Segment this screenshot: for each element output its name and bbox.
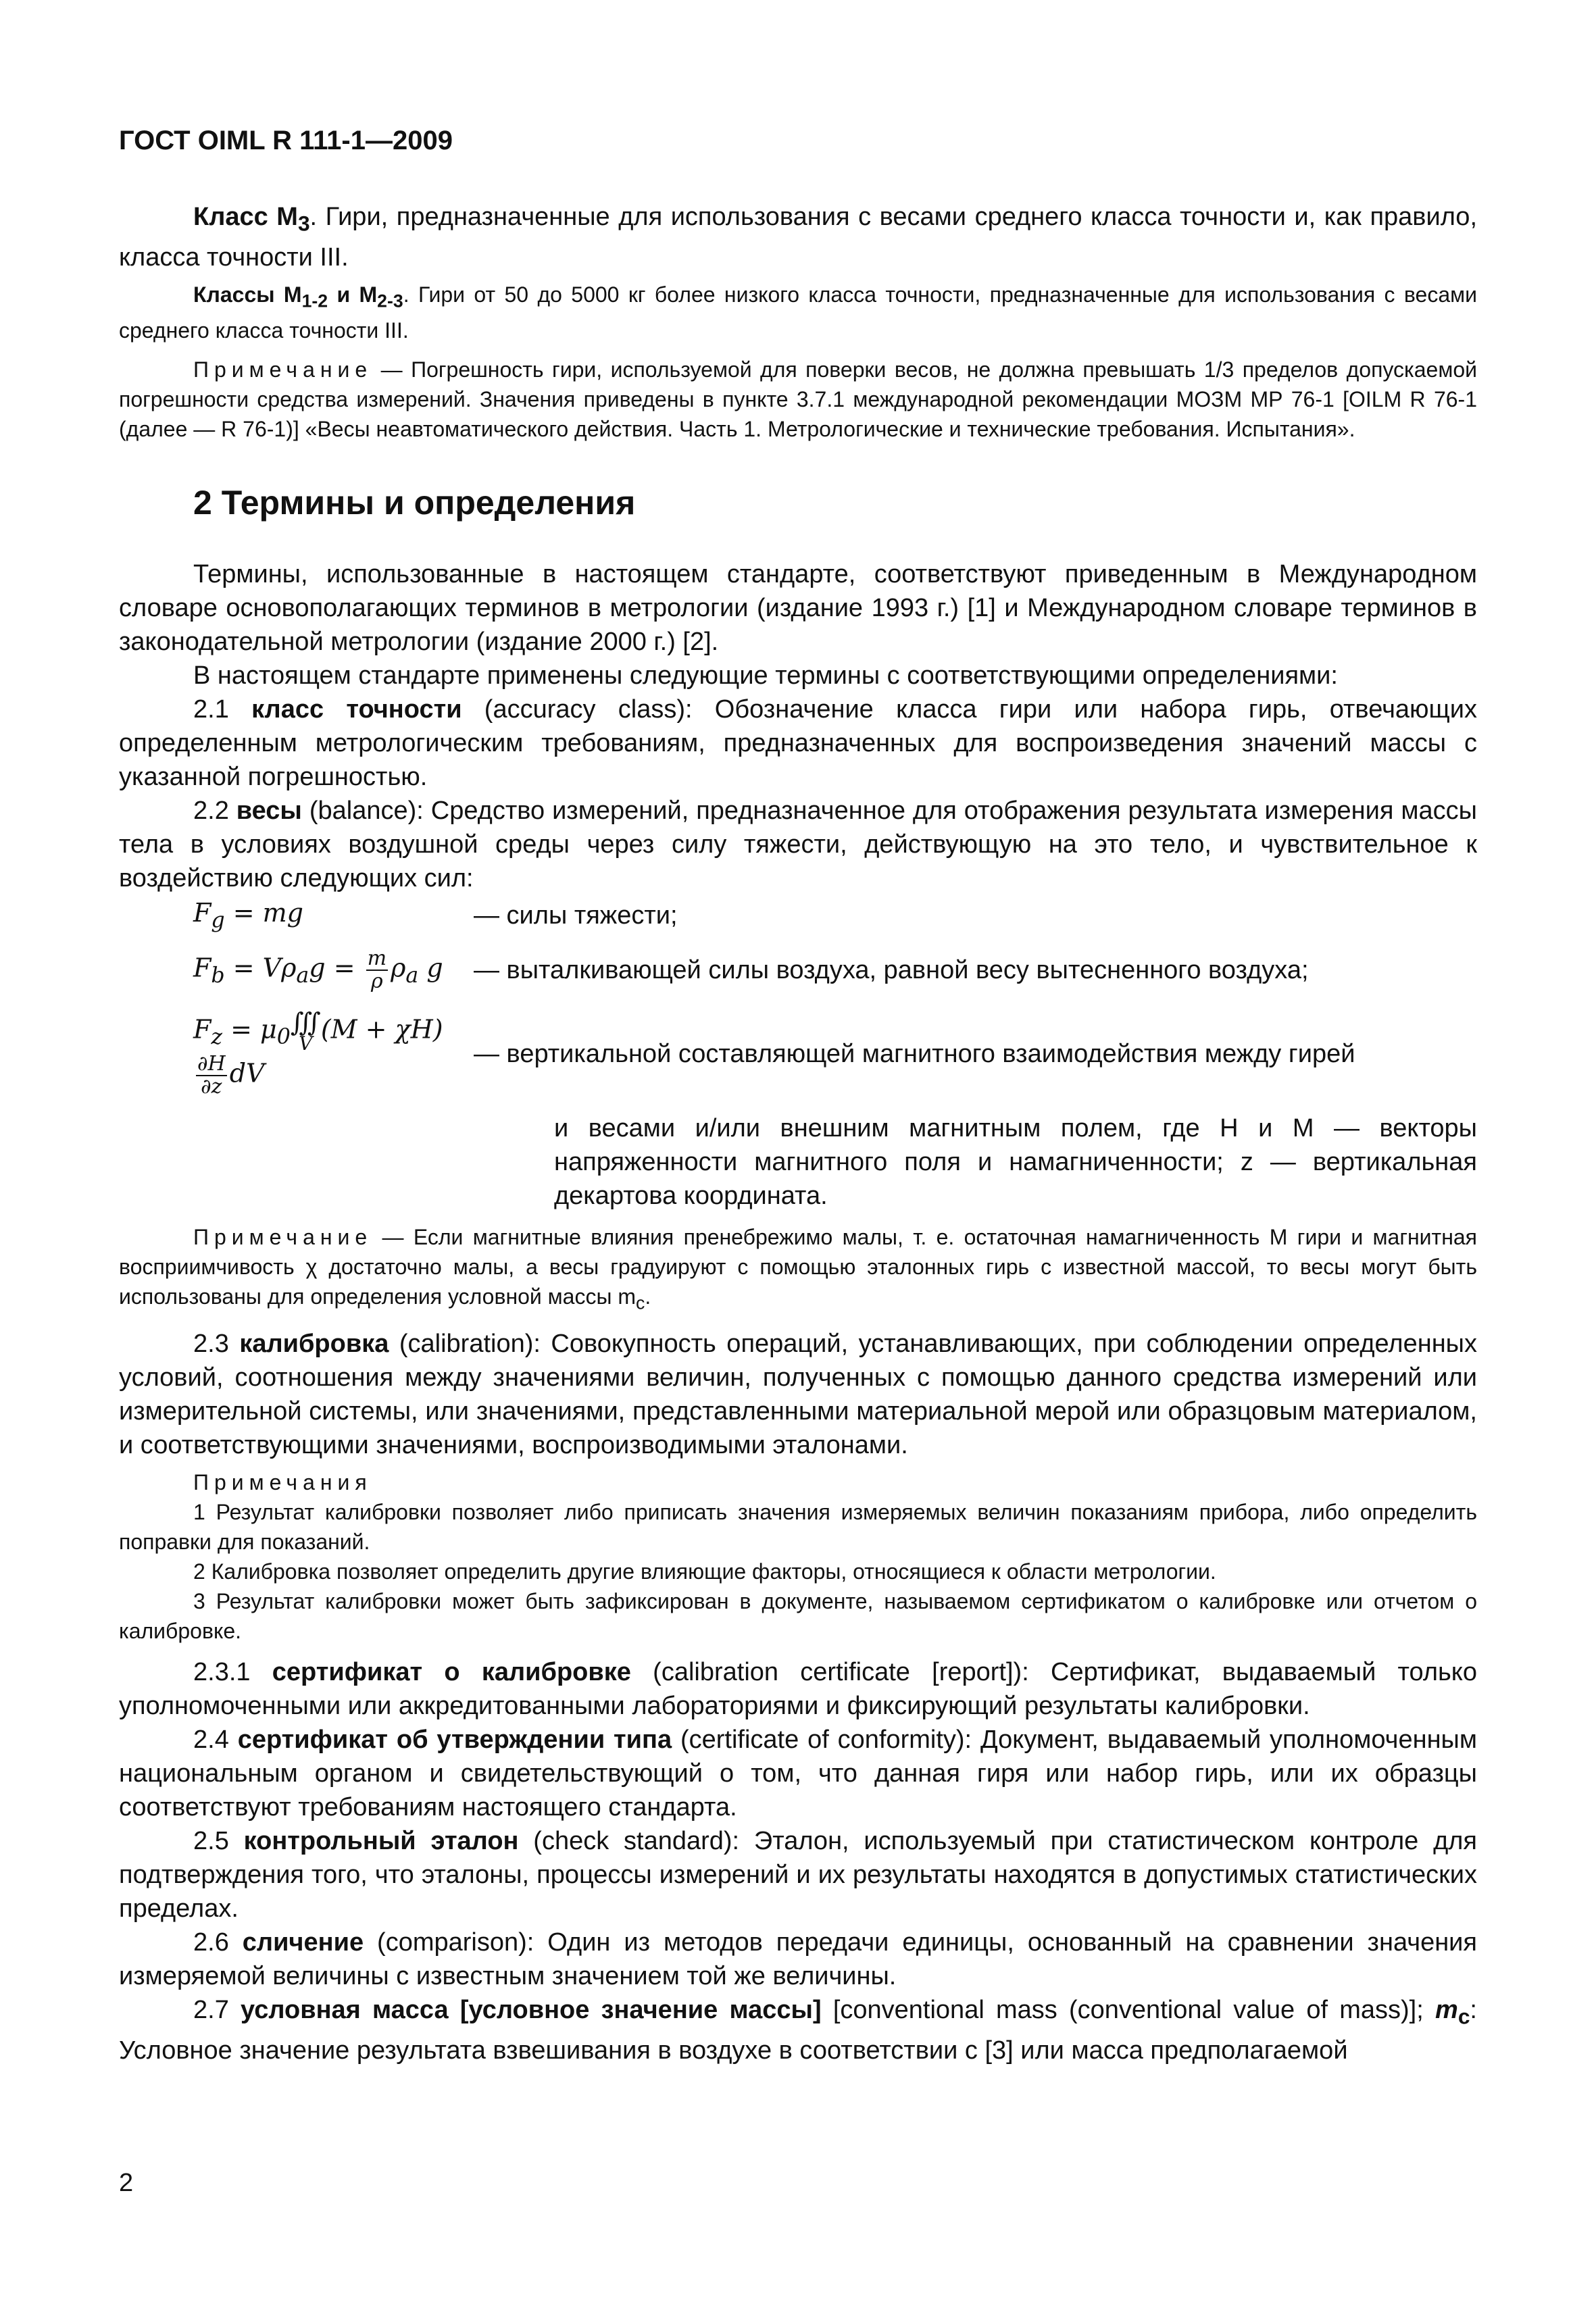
term-2-1: 2.1 класс точности (accuracy class): Обозначение класса гири или набора гирь, отвечающих определенным метрологическим требованиям, предназначенных для воспроизведения значений массы с указанной погрешностью. xyxy=(119,695,1477,791)
formula-gravity-row xyxy=(119,898,1477,933)
note-2: 2 Калибровка позволяет определить другие влияющие факторы, относящиеся к области метрологии. xyxy=(193,1559,1216,1584)
formula-buoyancy: $F_b = V\rho_ag$ = $\frac{m}{\rho}$ $\rho_a$ g xyxy=(193,946,443,993)
intro-paragraph-1: Термины, использованные в настоящем стандарте, соответствуют приведенным в Международном словаре основополагающих терминов в метрологии (издание 1993 г.) [1] и Международном словаре терминов в законодательной метрологии (издание 2000 г.) [2]. xyxy=(119,559,1477,656)
formula-magnetic: $F_z = \mu_0$ ∭ V (M + χH) $\frac{\partial H}{\partial z}$ dV xyxy=(193,1007,443,1099)
class-m12-paragraph: Классы $M_{1-2}$ и $M_{2-3}$. Гири от 50 до 5000 кг более низкого класса точности, предназначенные для использования с весами среднего класса точности III. xyxy=(119,282,1478,343)
notes-heading: Примечания xyxy=(193,1469,372,1494)
document-body xyxy=(119,200,1477,2067)
term-2-7: 2.7 условная масса [условное значение массы] [conventional mass (conventional value of mass)]; $m_c$: Условное значение результата взвешивания в воздухе в соответствии с [3] или масса предполагаемой xyxy=(119,1995,1477,2065)
class-m3-paragraph: Класс $M_3$. Гири, предназначенные для использования с весами среднего класса точности и, как правило, класса точности III. xyxy=(119,203,1477,272)
document-code: ГОСТ OIML R 111-1—2009 xyxy=(119,126,453,155)
term-2-5: 2.5 контрольный эталон (check standard): Эталон, используемый при статистическом контроле для подтверждения того, что эталоны, процессы измерений и их результаты находятся в допустимых статистических пределах. xyxy=(119,1826,1477,1923)
formula-magnetic-row xyxy=(119,1007,1477,1099)
term-2-6: 2.6 сличение (comparison): Один из методов передачи единицы, основанный на сравнении значения измеряемой величины с известным значением той же величины. xyxy=(119,1928,1477,1990)
formula-buoyancy-row xyxy=(119,948,1477,992)
section-heading: 2 Термины и определения xyxy=(193,483,636,522)
page-number: 2 xyxy=(119,2169,134,2197)
term-2-3-1: 2.3.1 сертификат о калибровке (calibration certificate [report]): Сертификат, выдаваемый только уполномоченными или аккредитованными лабораториями и фиксирующий результаты калибровки. xyxy=(119,1657,1477,1720)
formula-magnetic-desc: — вертикальной составляющей магнитного взаимодействия между гирей xyxy=(474,1039,1355,1068)
formula-buoyancy-desc: — выталкивающей силы воздуха, равной весу вытесненного воздуха; xyxy=(474,955,1309,984)
formula-magnetic-continuation: и весами и/или внешним магнитным полем, где H и M — векторы напряженности магнитного поля и намагниченности; z — вертикальная декартова координата. xyxy=(554,1113,1477,1210)
term-2-4: 2.4 сертификат об утверждении типа (certificate of conformity): Документ, выдаваемый уполномоченным национальным органом и свидетельствующий о том, что данная гиря или набор гирь, или их образцы соответствуют требованиям настоящего стандарта. xyxy=(119,1725,1477,1821)
note-magnetic: Примечание — Если магнитные влияния пренебрежимо малы, т. е. остаточная намагниченность M гири и магнитная восприимчивость χ достаточно малы, а весы градуируют с помощью эталонных гирь с известной массой, то весы могут быть использованы для определения условной массы $m_c$. xyxy=(119,1224,1477,1313)
note-3: 3 Результат калибровки может быть зафиксирован в документе, называемом сертификатом о калибровке или отчетом о калибровке. xyxy=(119,1588,1477,1643)
note-1: 1 Результат калибровки позволяет либо приписать значения измеряемых величин показаниям прибора, либо определить поправки для показаний. xyxy=(119,1499,1477,1554)
term-2-2: 2.2 весы (balance): Средство измерений, предназначенное для отображения результата измерения массы тела в условиях воздушной среды через силу тяжести, действующую на это тело, и чувствительное к воздействию следующих сил: xyxy=(119,796,1477,892)
intro-paragraph-2: В настоящем стандарте применены следующие термины с соответствующими определениями: xyxy=(193,661,1338,690)
term-2-3: 2.3 калибровка (calibration): Совокупность операций, устанавливающих, при соблюдении определенных условий, соотношения между значениями величин, полученных с помощью данного средства измерений или измерительной системы, или значениями, представленными материальной мерой или образцовым материалом, и соответствующими значениями, воспроизводимыми эталонами. xyxy=(119,1329,1477,1459)
formula-gravity: $F_g$ = mg xyxy=(193,897,303,933)
formula-gravity-desc: — силы тяжести; xyxy=(474,901,678,930)
note-paragraph: Примечание — Погрешность гири, используемой для поверки весов, не должна превышать 1/3 пределов допускаемой погрешности средства измерений. Значения приведены в пункте 3.7.1 международной рекомендации МОЗМ МР 76-1 [OILM R 76-1 (далее — R 76-1)] «Весы неавтоматического действия. Часть 1. Метрологические и технические требования. Испытания». xyxy=(119,357,1477,441)
